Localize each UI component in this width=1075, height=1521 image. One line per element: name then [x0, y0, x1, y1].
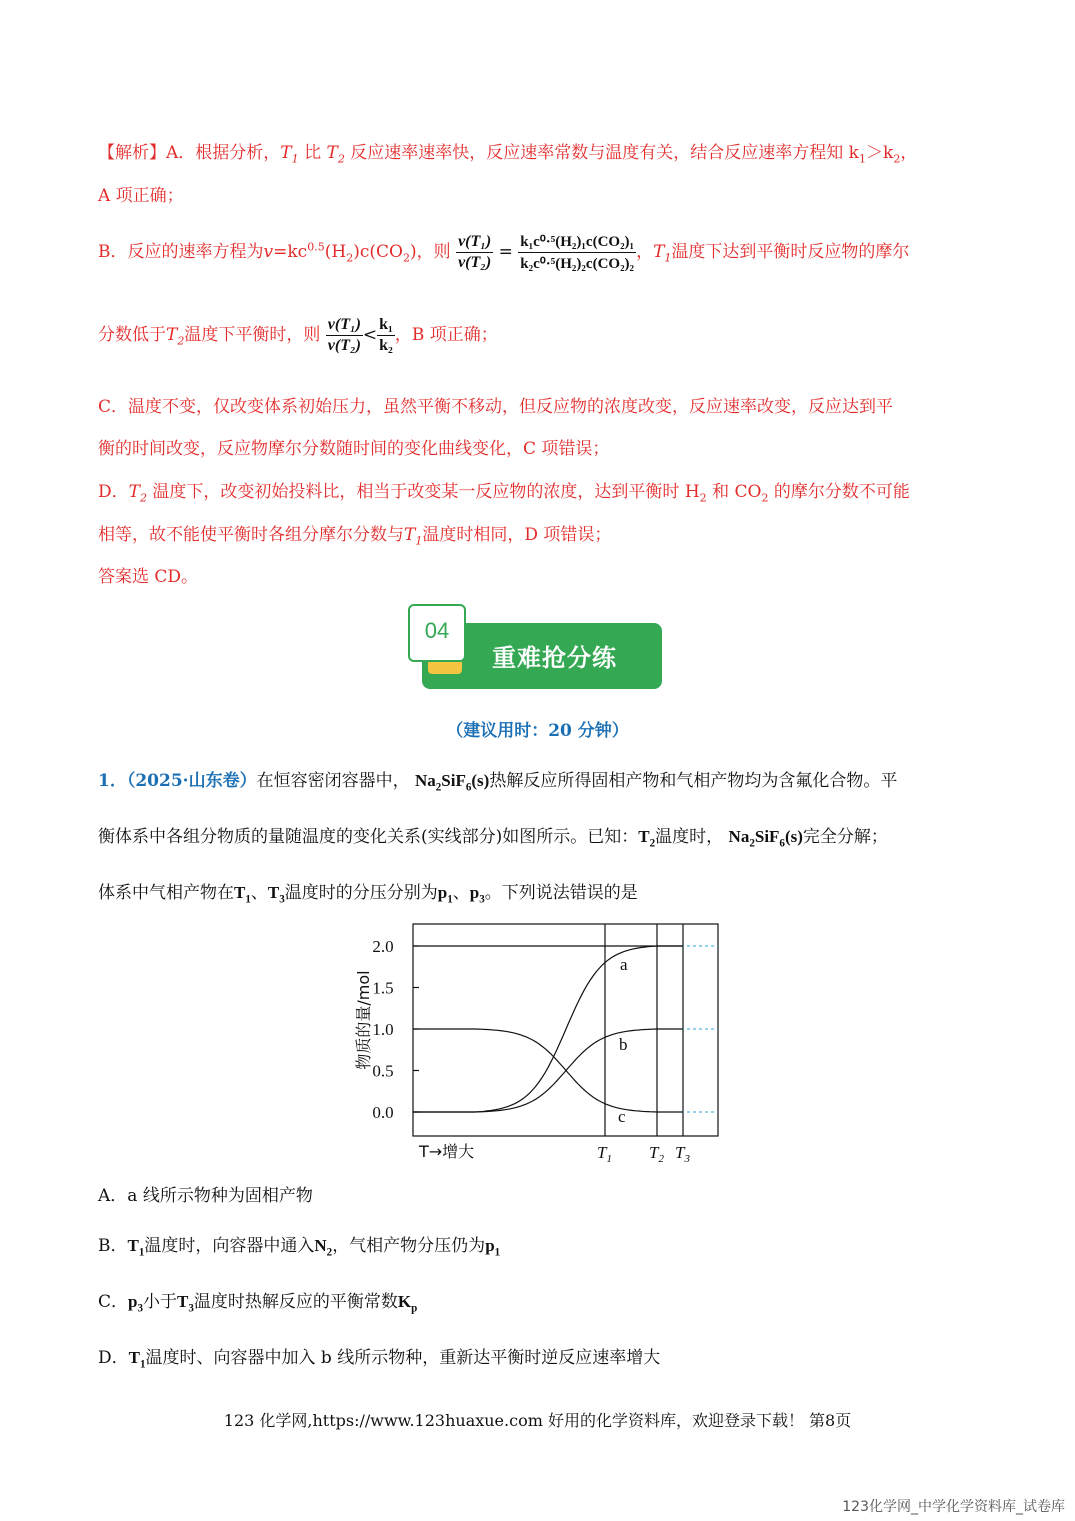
x-marker-label-t2: $T_2$ — [649, 1143, 664, 1165]
time-hint: （建议用时：20 分钟） — [446, 721, 629, 741]
question-line-2: 衡体系中各组分物质的量随温度的变化关系(实线部分)如图所示。已知：$T_2$温度时， $Na_2SiF_6(s)$完全分解； — [98, 827, 888, 850]
x-marker-label-t1: $T_1$ — [597, 1143, 612, 1165]
option-b: B．$T_1$温度时，向容器中通入$N_2$，气相产物分压仍为$p_1$ — [98, 1236, 501, 1259]
analysis-line-7: D．$T_2$ 温度下，改变初始投料比，相当于改变某一反应物的浓度，达到平衡时 $H_2$ 和 $CO_2$ 的摩尔分数不可能 — [98, 482, 910, 505]
page-footer: 123 化学网,https://www.123huaxue.com 好用的化学资料库，欢迎登录下载！ 第8页 — [223, 1411, 852, 1430]
analysis-line-3: B．反应的速率方程为$v=kc^{0.5}(H_2)c(CO_2)$，则 $\frac{\text{v(T₁)}}{\text{v(T₂)}}$ = $\frac{\text{k₁c⁰·⁵(H₂)₁c(CO₂)₁}}{\text{k₂c⁰·⁵(H₂)₂c(CO₂)₂}}$ ，$T_1$温度下达到平衡时反应物的摩尔 — [98, 233, 910, 272]
series-label-b: b — [619, 1035, 628, 1054]
question-line-3: 体系中气相产物在$T_1$、$T_3$温度时的分压分别为$p_1$、$p_3$。下列说法错误的是 — [98, 883, 638, 906]
rate-expression-fraction: $\frac{\text{k₁c⁰·⁵(H₂)₁c(CO₂)₁}}{\text{k₂c⁰·⁵(H₂)₂c(CO₂)₂}}$ — [520, 234, 635, 272]
option-a: A．a 线所示物种为固相产物 — [98, 1186, 313, 1206]
option-d: D．$T_1$温度时、向容器中加入 b 线所示物种，重新达平衡时逆反应速率增大 — [98, 1348, 661, 1371]
y-tick-label: 1.0 — [372, 1020, 394, 1039]
y-tick-label: 0.5 — [372, 1061, 394, 1081]
phase-diagram-chart — [345, 918, 725, 1168]
analysis-line-1: 【解析】A．根据分析，$T_1$ 比 $T_2$ 反应速率速率快，反应速率常数与温度有关，结合反应速率方程知 $k_1>k_2$， — [98, 143, 918, 166]
x-marker-label-t3: $T_3$ — [675, 1143, 690, 1165]
analysis-line-4: 分数低于$T_2$温度下平衡时，则 $\frac{\text{v(T₁)}}{\text{v(T₂)}}$ < $\frac{\text{k₁}}{\text{k₂}}$ ，B 项正确； — [98, 316, 498, 354]
series-line-b — [413, 1029, 683, 1112]
y-axis-label: 物质的量/mol — [354, 970, 373, 1070]
series-line-c — [413, 1029, 683, 1112]
series-label-c: c — [618, 1107, 626, 1126]
rate-ratio-fraction-2: $\frac{\text{v(T₁)}}{\text{v(T₂)}}$ — [327, 316, 361, 354]
section-badge — [408, 604, 664, 690]
rate-ratio-fraction: $\frac{\text{v(T₁)}}{\text{v(T₂)}}$ — [458, 233, 492, 271]
y-tick-label: 1.5 — [372, 978, 394, 998]
option-c: C．$p_3$小于$T_3$温度时热解反应的平衡常数$K_p$ — [98, 1292, 418, 1315]
analysis-line-8: 相等，故不能使平衡时各组分摩尔分数与$T_1$温度时相同，D 项错误； — [98, 525, 612, 548]
analysis-line-9: 答案选 CD。 — [98, 567, 199, 587]
question-line-1: 1．（2025·山东卷）在恒容密闭容器中， $Na_2SiF_6(s)$热解反应所得固相产物和气相产物均为含氟化合物。平 — [98, 771, 898, 794]
analysis-line-5: C．温度不变，仅改变体系初始压力，虽然平衡不移动，但反应物的浓度改变，反应速率改变，反应达到平 — [98, 397, 894, 417]
analysis-line-2: A 项正确； — [98, 186, 184, 206]
series-label-a: a — [620, 955, 628, 974]
y-tick-label: 2.0 — [372, 937, 394, 956]
k-ratio-fraction: $\frac{\text{k₁}}{\text{k₂}}$ — [379, 316, 393, 354]
watermark: 123化学网_中学化学资料库_试卷库 — [842, 1499, 1065, 1515]
x-axis-label: T→增大 — [419, 1142, 475, 1161]
badge-label: 重难抢分练 — [492, 644, 617, 672]
badge-number: 04 — [424, 618, 450, 643]
analysis-line-6: 衡的时间改变，反应物摩尔分数随时间的变化曲线变化，C 项错误； — [98, 439, 610, 459]
y-tick-label: 0.0 — [372, 1103, 394, 1122]
